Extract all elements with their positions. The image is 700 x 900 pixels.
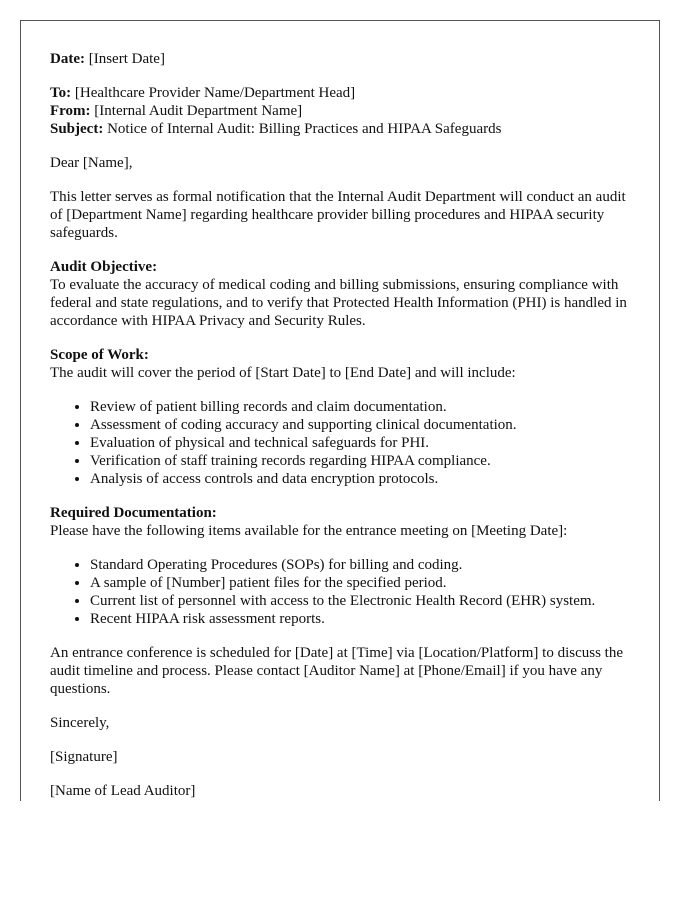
salutation: Dear [Name], bbox=[50, 155, 133, 171]
date-line bbox=[50, 50, 640, 68]
intro-paragraph: This letter serves as formal notification that the Internal Audit Department will conduct an audit of [Department Name] regarding healthcare provider billing procedures and HIPAA security safeguards. bbox=[50, 189, 626, 241]
objective-section bbox=[50, 258, 640, 330]
objective-title: Audit Objective: bbox=[50, 259, 158, 275]
list-item: • Review of patient billing records and claim documentation. bbox=[90, 398, 640, 416]
documentation-section bbox=[50, 504, 640, 628]
letter-header bbox=[50, 84, 640, 138]
to-line bbox=[50, 84, 640, 102]
signature: [Signature] bbox=[50, 749, 118, 765]
date-value: [Insert Date] bbox=[88, 51, 165, 67]
to-value: [Healthcare Provider Name/Department Head] bbox=[74, 85, 356, 101]
letter-content bbox=[50, 50, 640, 801]
from-value: [Internal Audit Department Name] bbox=[94, 103, 303, 119]
list-item: • Verification of staff training records regarding HIPAA compliance. bbox=[90, 452, 640, 470]
valediction: Sincerely, bbox=[50, 715, 110, 731]
subject-label: Subject: bbox=[50, 121, 104, 137]
documentation-text: Please have the following items available for the entrance meeting on [Meeting Date]: bbox=[50, 523, 568, 539]
documentation-title: Required Documentation: bbox=[50, 505, 217, 521]
from-label: From: bbox=[50, 103, 91, 119]
subject-line bbox=[50, 120, 640, 138]
list-item: • Assessment of coding accuracy and supporting clinical documentation. bbox=[90, 416, 640, 434]
signer-name: [Name of Lead Auditor] bbox=[50, 783, 196, 799]
list-item: • Analysis of access controls and data encryption protocols. bbox=[90, 470, 640, 488]
list-item: • A sample of [Number] patient files for the specified period. bbox=[90, 574, 640, 592]
scope-text: The audit will cover the period of [Start Date] to [End Date] and will include: bbox=[50, 365, 516, 381]
from-line bbox=[50, 102, 640, 120]
to-label: To: bbox=[50, 85, 72, 101]
list-item: • Current list of personnel with access to the Electronic Health Record (EHR) system. bbox=[90, 592, 640, 610]
letter-page bbox=[20, 20, 660, 801]
scope-intro bbox=[50, 346, 640, 382]
list-item: • Evaluation of physical and technical safeguards for PHI. bbox=[90, 434, 640, 452]
subject-value: Notice of Internal Audit: Billing Practices and HIPAA Safeguards bbox=[107, 121, 502, 137]
scope-title: Scope of Work: bbox=[50, 347, 149, 363]
closing-paragraph: An entrance conference is scheduled for [Date] at [Time] via [Location/Platform] to discuss the audit timeline and process. Please contact [Auditor Name] at [Phone/Email] if you have any questions. bbox=[50, 645, 623, 697]
list-item: • Recent HIPAA risk assessment reports. bbox=[90, 610, 640, 628]
documentation-intro bbox=[50, 504, 640, 540]
documentation-list bbox=[50, 556, 640, 628]
objective-text: To evaluate the accuracy of medical coding and billing submissions, ensuring compliance with federal and state regulations, and to verify that Protected Health Information (PHI) is handled in accordance with HIPAA Privacy and Security Rules. bbox=[50, 277, 627, 329]
date-label: Date: bbox=[50, 51, 85, 67]
list-item: • Standard Operating Procedures (SOPs) for billing and coding. bbox=[90, 556, 640, 574]
scope-list bbox=[50, 398, 640, 488]
scope-section bbox=[50, 346, 640, 488]
